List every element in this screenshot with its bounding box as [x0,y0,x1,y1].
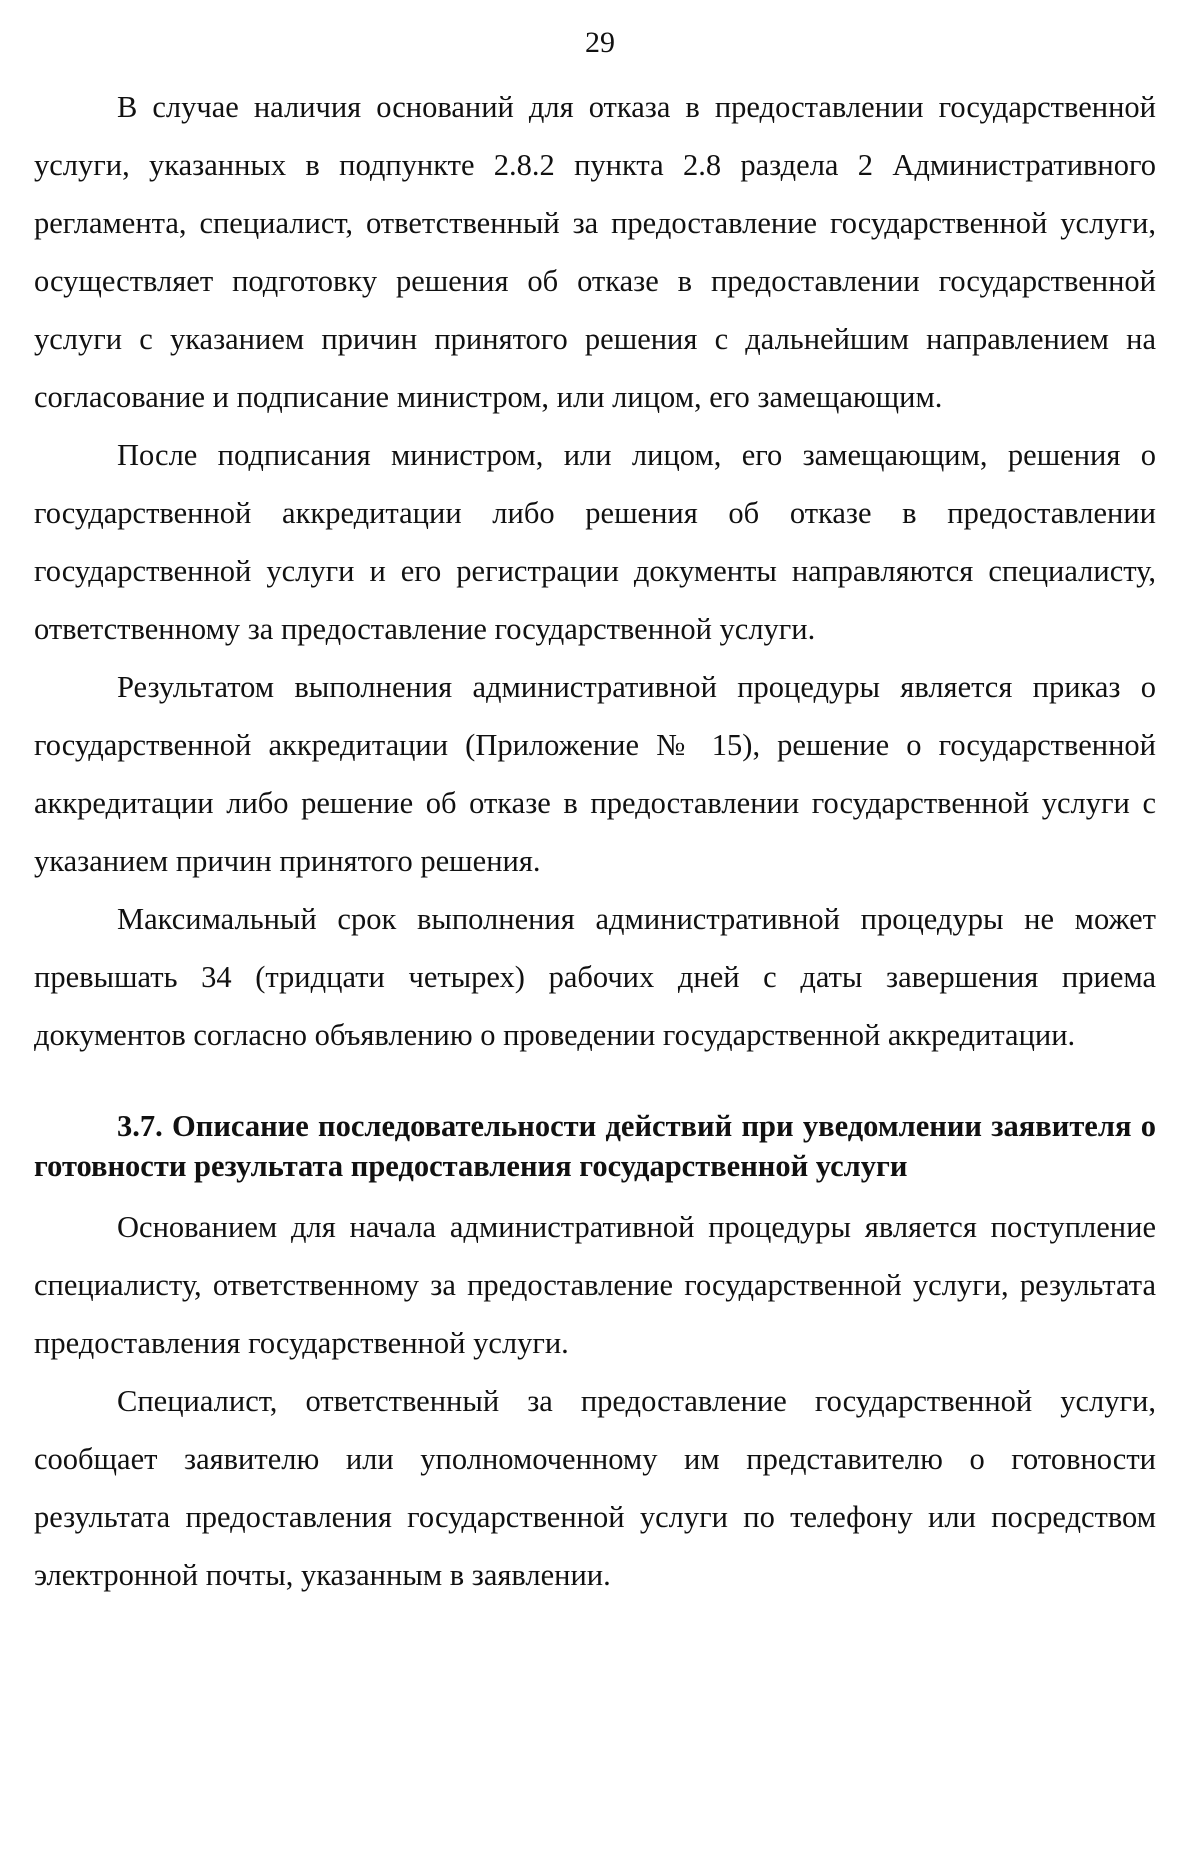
document-body [34,78,1156,1604]
page-number: 29 [585,26,615,59]
paragraph-notify-applicant: Специалист, ответственный за предоставление государственной услуги, сообщает заявителю или уполномоченному им представителю о готовности результата предоставления государственной услуги по телефону или посредством электронной почты, указанным в заявлении. [34,1384,1156,1592]
paragraph-after-signing: После подписания министром, или лицом, его замещающим, решения о государственной аккредитации либо решения об отказе в предоставлении государственной услуги и его регистрации документы направляются специалисту, ответственному за предоставление государственной услуги. [34,438,1156,646]
paragraph-max-term: Максимальный срок выполнения административной процедуры не может превышать 34 (тридцати четырех) рабочих дней с даты завершения приема документов согласно объявлению о проведении государственной аккредитации. [34,902,1156,1052]
section-heading: 3.7. Описание последовательности действий при уведомлении заявителя о готовности результата предоставления государственной услуги [34,1109,1156,1183]
paragraph-procedure-basis: Основанием для начала административной процедуры является поступление специалисту, ответственному за предоставление государственной услуги, результата предоставления государственной услуги. [34,1210,1156,1360]
paragraph-refusal-grounds: В случае наличия оснований для отказа в предоставлении государственной услуги, указанных в подпункте 2.8.2 пункта 2.8 раздела 2 Административного регламента, специалист, ответственный за предоставление государственной услуги, осуществляет подготовку решения об отказе в предоставлении государственной услуги с указанием причин принятого решения с дальнейшим направлением на согласование и подписание министром, или лицом, его замещающим. [34,90,1156,414]
paragraph-procedure-result: Результатом выполнения административной процедуры является приказ о государственной аккредитации (Приложение № 15), решение о государственной аккредитации либо решение об отказе в предоставлении государственной услуги с указанием причин принятого решения. [34,670,1156,878]
